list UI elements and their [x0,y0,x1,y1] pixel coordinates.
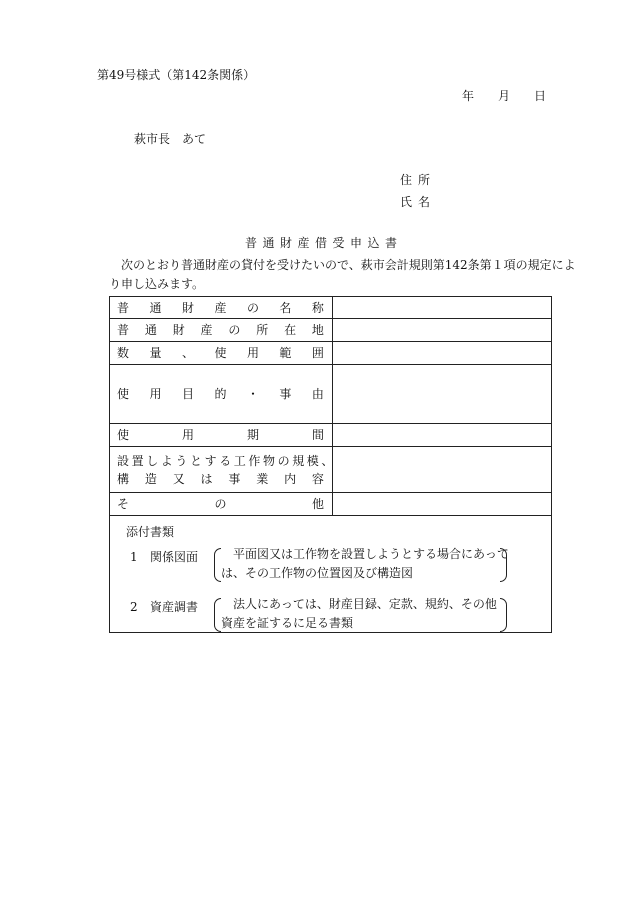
row-value [333,493,552,516]
row-label [110,365,333,424]
name-label: 氏名 [400,195,437,209]
label-char: 間 [311,428,324,442]
attachment-number: 1 [130,550,138,564]
label-char: 構 [117,471,130,486]
attachment-name: 関係図面 [150,550,199,564]
attachment-item-1 [130,550,198,564]
attachment-desc-line1: 法人にあっては、財産目録、定款、規約、その他 [233,597,497,611]
label-char: 他 [311,497,324,511]
table-row [110,297,552,319]
label-char: 普 [117,323,130,337]
row-value [333,447,552,493]
label-char: 使 [214,346,227,360]
table-row [110,365,552,424]
label-char: 業 [256,471,269,486]
label-char: 用 [181,428,194,442]
date-year: 年 [462,89,475,103]
attachments-heading: 添付書類 [126,525,175,539]
row-label [110,447,337,493]
label-char: 囲 [311,346,324,360]
bracket-left [214,548,221,582]
table-row [110,424,552,447]
label-char: 、 [181,346,194,360]
row-value [333,319,552,342]
label-char: 数 [117,346,130,360]
date-month: 月 [498,89,511,103]
label-char: 産 [200,323,213,337]
row-label [110,342,333,365]
row-label [110,319,333,342]
label-char: の [246,300,259,315]
attachments-cell [110,516,552,633]
label-char: 造 [144,471,157,486]
attachment-desc-line2: は、その工作物の位置図及び構造図 [221,566,414,580]
label-char: 量 [149,346,162,360]
label-char: 期 [246,428,259,442]
table-row [110,319,552,342]
row-label-line1: 設置しようとする工作物の規模、 [117,453,337,468]
label-char: ・ [246,387,259,401]
attachment-item-2 [130,600,198,614]
label-char: 在 [284,323,297,337]
label-char: は [200,471,213,486]
label-char: 事 [279,387,292,401]
label-char: 容 [311,471,324,486]
label-char: 的 [214,387,227,401]
label-char: 又 [172,471,185,486]
form-number: 第49号様式（第142条関係） [97,68,256,82]
table-row [110,342,552,365]
label-char: 用 [149,387,162,401]
row-label [110,493,333,516]
address-label: 住所 [400,173,437,187]
label-char: 目 [181,387,194,401]
attachments-row [110,516,552,633]
bracket-left [214,598,221,632]
label-char: 所 [256,323,269,337]
label-char: そ [117,497,130,511]
label-char: 称 [311,300,324,315]
label-char: 内 [284,471,297,486]
label-char: 普 [117,300,130,315]
table-row [110,447,552,493]
attachment-desc-line2: 資産を証するに足る書類 [221,616,354,630]
date-day: 日 [534,89,547,103]
label-char: 財 [172,323,185,337]
label-char: 通 [144,323,157,337]
label-char: の [228,323,241,337]
row-value [333,342,552,365]
label-char: 産 [214,300,227,315]
attachment-number: 2 [130,600,138,614]
table-row [110,493,552,516]
bracket-right [500,598,507,632]
attachment-name: 資産調書 [150,600,199,614]
date-line [462,89,546,103]
row-label [110,424,333,447]
label-char: 地 [311,323,324,337]
label-char: 使 [117,387,130,401]
label-char: 使 [117,428,130,442]
label-char: 財 [181,300,194,315]
form-title: 普通財産借受申込書 [245,236,403,250]
label-char: 事 [228,471,241,486]
body-text: 次のとおり普通財産の貸付を受けたいので、萩市会計規則第142条第１項の規定により申し込みます。 [109,258,576,291]
row-value [333,424,552,447]
label-char: 用 [246,346,259,360]
bracket-right [500,548,507,582]
label-char: 通 [149,300,162,315]
label-char: の [214,497,227,511]
row-value [333,365,552,424]
label-char: 由 [311,387,324,401]
label-char: 範 [279,346,292,360]
row-label [110,297,333,319]
row-value [333,297,552,319]
addressee: 萩市長 あて [134,132,207,146]
label-char: 名 [279,300,292,315]
application-table [109,296,552,633]
attachment-desc-line1: 平面図又は工作物を設置しようとする場合にあって [233,547,509,561]
